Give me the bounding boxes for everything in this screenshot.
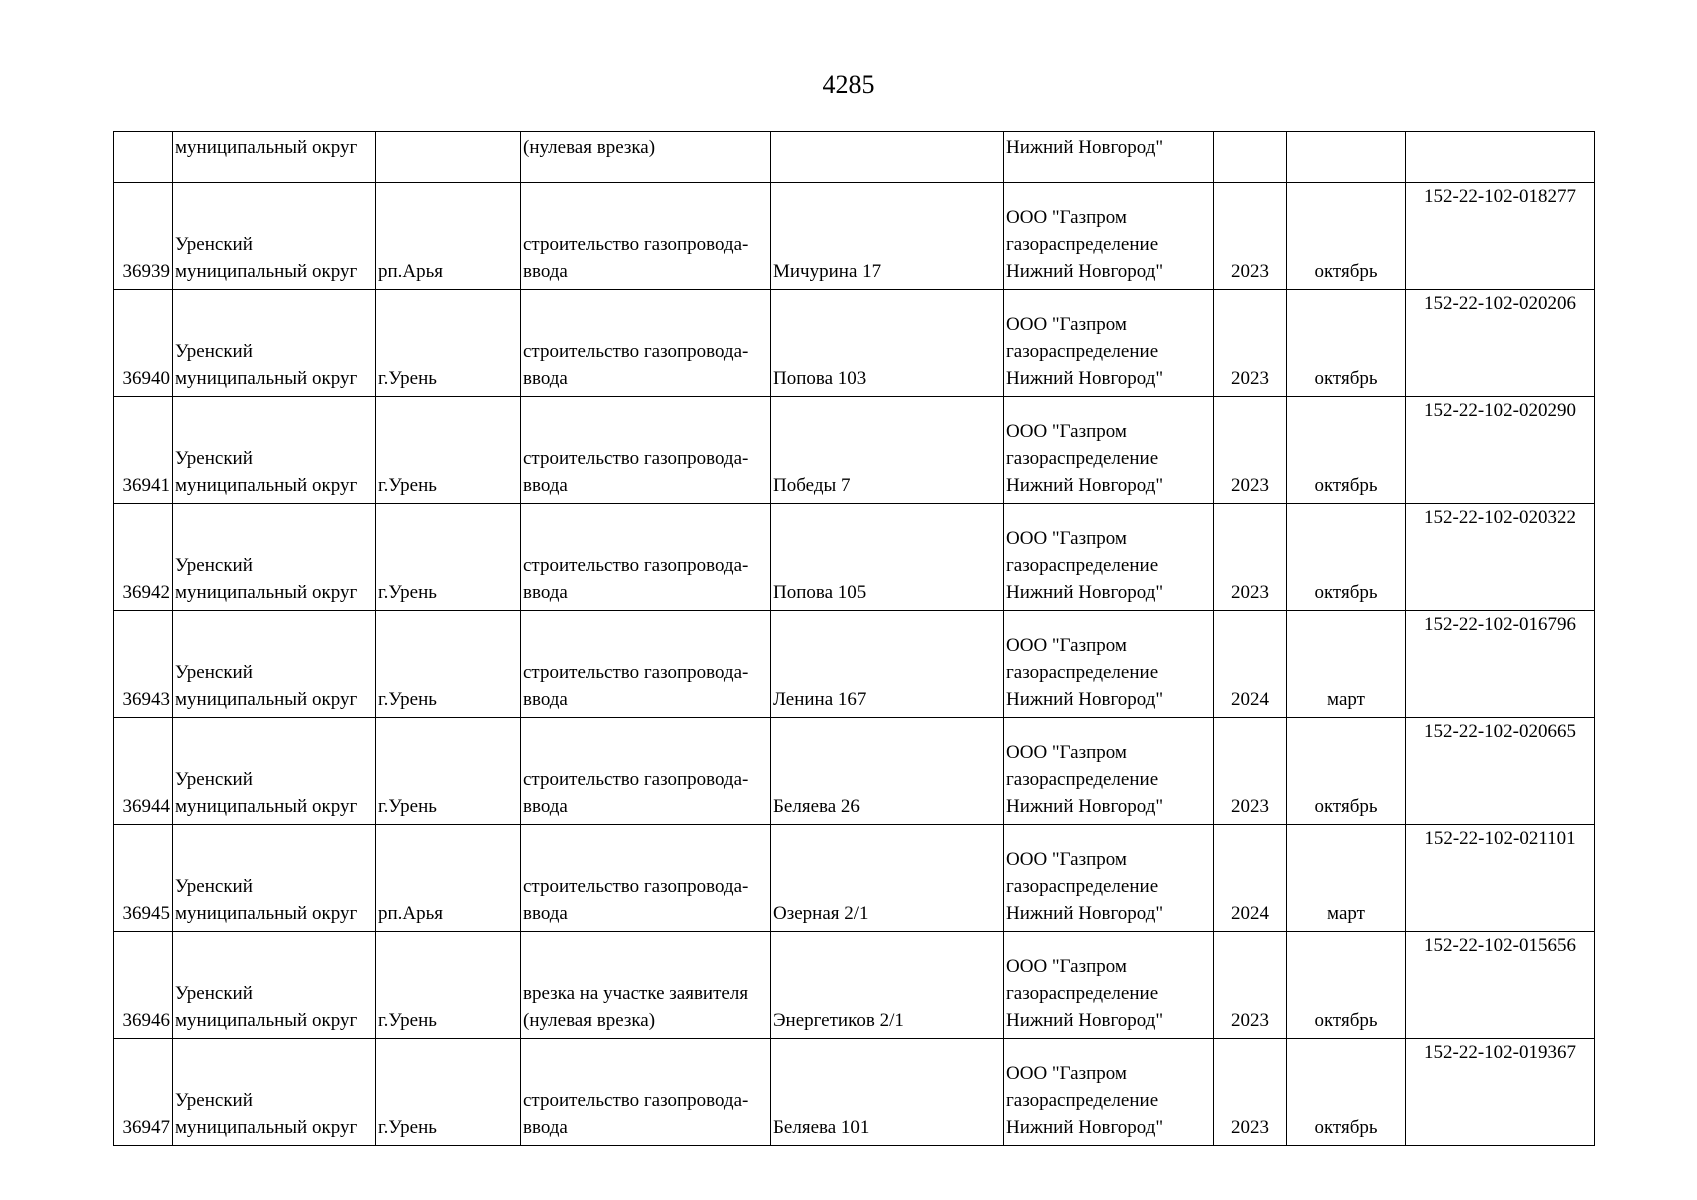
district-line: Уренский xyxy=(175,1090,253,1111)
cell-num xyxy=(114,183,173,290)
table-row xyxy=(114,290,1595,397)
organization-line: ООО "Газпром xyxy=(1006,528,1127,549)
cell-code xyxy=(1406,183,1595,290)
cell-year xyxy=(1214,290,1287,397)
cell-num xyxy=(114,1039,173,1146)
cell-organization xyxy=(1004,825,1214,932)
district-line: муниципальный округ xyxy=(175,1117,358,1138)
permit-code: 152-22-102-019367 xyxy=(1424,1042,1576,1063)
continuation-row xyxy=(114,132,1595,183)
cell-work-type xyxy=(521,718,771,825)
work-type-line: строительство газопровода- xyxy=(523,876,749,897)
year: 2023 xyxy=(1231,796,1269,817)
row-number: 36939 xyxy=(122,261,170,282)
month: октябрь xyxy=(1314,796,1378,817)
district-line: Уренский xyxy=(175,769,253,790)
organization-line: газораспределение xyxy=(1006,555,1159,576)
cell-address xyxy=(771,290,1004,397)
row-number: 36941 xyxy=(122,475,170,496)
organization-line: Нижний Новгород" xyxy=(1006,475,1164,496)
cell-work-type xyxy=(521,290,771,397)
organization-line: ООО "Газпром xyxy=(1006,314,1127,335)
organization-line: Нижний Новгород" xyxy=(1006,1117,1164,1138)
organization-line: Нижний Новгород" xyxy=(1006,796,1164,817)
cell-district xyxy=(173,290,376,397)
permit-code: 152-22-102-020290 xyxy=(1424,400,1576,421)
row-number: 36944 xyxy=(122,796,170,817)
cell-code xyxy=(1406,132,1595,183)
locality: г.Урень xyxy=(378,1117,437,1138)
cell-district xyxy=(173,718,376,825)
table-body xyxy=(114,132,1595,1146)
address: Беляева 101 xyxy=(773,1117,870,1138)
cell-month xyxy=(1287,397,1406,504)
organization-line: ООО "Газпром xyxy=(1006,421,1127,442)
cell-num xyxy=(114,397,173,504)
cell-year xyxy=(1214,504,1287,611)
organization-line: ООО "Газпром xyxy=(1006,635,1127,656)
cell-num xyxy=(114,825,173,932)
cell-locality xyxy=(376,825,521,932)
cell-year xyxy=(1214,932,1287,1039)
cell-code xyxy=(1406,504,1595,611)
cell-address xyxy=(771,932,1004,1039)
cell-num xyxy=(114,290,173,397)
cell-year xyxy=(1214,397,1287,504)
cell-year xyxy=(1214,611,1287,718)
cell-work-type xyxy=(521,825,771,932)
organization-line: Нижний Новгород" xyxy=(1006,582,1164,603)
cell-num xyxy=(114,132,173,183)
cell-year xyxy=(1214,718,1287,825)
cell-organization xyxy=(1004,611,1214,718)
year: 2023 xyxy=(1231,1117,1269,1138)
cell-district xyxy=(173,825,376,932)
cell-organization xyxy=(1004,504,1214,611)
cell-num xyxy=(114,718,173,825)
cell-locality xyxy=(376,183,521,290)
cell-locality xyxy=(376,718,521,825)
district-line: муниципальный округ xyxy=(175,689,358,710)
cell-work-type xyxy=(521,504,771,611)
cell-organization: Нижний Новгород" xyxy=(1004,132,1214,183)
cell-address xyxy=(771,132,1004,183)
organization-line: газораспределение xyxy=(1006,876,1159,897)
cell-month xyxy=(1287,932,1406,1039)
cell-locality xyxy=(376,290,521,397)
row-number: 36940 xyxy=(122,368,170,389)
cell-year xyxy=(1214,1039,1287,1146)
work-type-line: ввода xyxy=(523,1117,568,1138)
cell-locality xyxy=(376,504,521,611)
table-row xyxy=(114,397,1595,504)
permit-code: 152-22-102-020665 xyxy=(1424,721,1576,742)
work-type-line: строительство газопровода- xyxy=(523,769,749,790)
organization-line: газораспределение xyxy=(1006,234,1159,255)
row-number: 36947 xyxy=(122,1117,170,1138)
cell-organization xyxy=(1004,290,1214,397)
cell-address xyxy=(771,1039,1004,1146)
work-type-line: ввода xyxy=(523,689,568,710)
permit-code: 152-22-102-020206 xyxy=(1424,293,1576,314)
organization-line: газораспределение xyxy=(1006,448,1159,469)
work-type-line: строительство газопровода- xyxy=(523,555,749,576)
cell-address xyxy=(771,504,1004,611)
district-line: Уренский xyxy=(175,234,253,255)
permit-code: 152-22-102-018277 xyxy=(1424,186,1576,207)
cell-address xyxy=(771,825,1004,932)
year: 2024 xyxy=(1231,689,1269,710)
cell-locality xyxy=(376,611,521,718)
cell-district xyxy=(173,932,376,1039)
district-line: муниципальный округ xyxy=(175,261,358,282)
work-type-line: ввода xyxy=(523,475,568,496)
work-type-line: строительство газопровода- xyxy=(523,234,749,255)
cell-locality xyxy=(376,932,521,1039)
month: октябрь xyxy=(1314,261,1378,282)
cell-district xyxy=(173,504,376,611)
cell-address xyxy=(771,718,1004,825)
work-type-line: строительство газопровода- xyxy=(523,1090,749,1111)
work-type-line: врезка на участке заявителя xyxy=(523,983,749,1004)
cell-work-type xyxy=(521,397,771,504)
organization-line: газораспределение xyxy=(1006,983,1159,1004)
cell-month xyxy=(1287,1039,1406,1146)
work-type-line: строительство газопровода- xyxy=(523,448,749,469)
district-line: муниципальный округ xyxy=(175,903,358,924)
locality: рп.Арья xyxy=(378,261,444,282)
cell-code xyxy=(1406,397,1595,504)
locality: г.Урень xyxy=(378,368,437,389)
month: март xyxy=(1327,903,1365,924)
month: октябрь xyxy=(1314,475,1378,496)
permit-code: 152-22-102-021101 xyxy=(1424,828,1576,849)
permit-code: 152-22-102-015656 xyxy=(1424,935,1576,956)
row-number: 36946 xyxy=(122,1010,170,1031)
cell-organization xyxy=(1004,718,1214,825)
organization-line: ООО "Газпром xyxy=(1006,849,1127,870)
district-line: Уренский xyxy=(175,341,253,362)
cell-work-type: (нулевая врезка) xyxy=(521,132,771,183)
cell-district xyxy=(173,183,376,290)
cell-month xyxy=(1287,825,1406,932)
table-row xyxy=(114,1039,1595,1146)
organization-line: Нижний Новгород" xyxy=(1006,368,1164,389)
cell-address xyxy=(771,611,1004,718)
district-line: Уренский xyxy=(175,448,253,469)
table-row xyxy=(114,718,1595,825)
cell-month xyxy=(1287,718,1406,825)
permit-code: 152-22-102-016796 xyxy=(1424,614,1576,635)
locality: рп.Арья xyxy=(378,903,444,924)
page-number: 4285 xyxy=(822,70,875,99)
organization-line: Нижний Новгород" xyxy=(1006,689,1164,710)
cell-address xyxy=(771,183,1004,290)
cell-year xyxy=(1214,183,1287,290)
year: 2024 xyxy=(1231,903,1269,924)
work-type-line: строительство газопровода- xyxy=(523,341,749,362)
cell-work-type xyxy=(521,932,771,1039)
cell-district xyxy=(173,611,376,718)
table-row xyxy=(114,611,1595,718)
cell-month xyxy=(1287,183,1406,290)
organization-line: Нижний Новгород" xyxy=(1006,1010,1164,1031)
cell-locality xyxy=(376,132,521,183)
month: март xyxy=(1327,689,1365,710)
permit-code: 152-22-102-020322 xyxy=(1424,507,1576,528)
district-line: Уренский xyxy=(175,555,253,576)
cell-district xyxy=(173,1039,376,1146)
cell-organization xyxy=(1004,1039,1214,1146)
address: Озерная 2/1 xyxy=(773,903,869,924)
month: октябрь xyxy=(1314,1010,1378,1031)
cell-organization xyxy=(1004,932,1214,1039)
cell-code xyxy=(1406,611,1595,718)
register-table xyxy=(113,131,1595,1146)
work-type-line: строительство газопровода- xyxy=(523,662,749,683)
cell-work-type xyxy=(521,1039,771,1146)
cell-work-type xyxy=(521,183,771,290)
organization-line: газораспределение xyxy=(1006,662,1159,683)
cell-num xyxy=(114,611,173,718)
table-row xyxy=(114,183,1595,290)
cell-month xyxy=(1287,611,1406,718)
year: 2023 xyxy=(1231,582,1269,603)
address: Ленина 167 xyxy=(773,689,867,710)
month: октябрь xyxy=(1314,368,1378,389)
cell-year xyxy=(1214,132,1287,183)
year: 2023 xyxy=(1231,261,1269,282)
address: Попова 105 xyxy=(773,582,867,603)
address: Победы 7 xyxy=(773,475,851,496)
organization-line: газораспределение xyxy=(1006,1090,1159,1111)
cell-year xyxy=(1214,825,1287,932)
work-type-line: ввода xyxy=(523,796,568,817)
locality: г.Урень xyxy=(378,796,437,817)
district-line: Уренский xyxy=(175,876,253,897)
district-line: муниципальный округ xyxy=(175,582,358,603)
month: октябрь xyxy=(1314,1117,1378,1138)
address: Беляева 26 xyxy=(773,796,860,817)
organization-line: газораспределение xyxy=(1006,769,1159,790)
district-line: муниципальный округ xyxy=(175,1010,358,1031)
row-number: 36942 xyxy=(122,582,170,603)
cell-code xyxy=(1406,825,1595,932)
cell-work-type xyxy=(521,611,771,718)
year: 2023 xyxy=(1231,475,1269,496)
cell-code xyxy=(1406,1039,1595,1146)
cell-code xyxy=(1406,718,1595,825)
organization-line: ООО "Газпром xyxy=(1006,742,1127,763)
cell-district: муниципальный округ xyxy=(173,132,376,183)
row-number: 36945 xyxy=(122,903,170,924)
organization-line: Нижний Новгород" xyxy=(1006,261,1164,282)
cell-num xyxy=(114,504,173,611)
locality: г.Урень xyxy=(378,582,437,603)
organization-line: ООО "Газпром xyxy=(1006,956,1127,977)
cell-locality xyxy=(376,397,521,504)
organization-line: Нижний Новгород" xyxy=(1006,903,1164,924)
table-row xyxy=(114,932,1595,1039)
work-type-line: ввода xyxy=(523,582,568,603)
cell-month xyxy=(1287,290,1406,397)
year: 2023 xyxy=(1231,368,1269,389)
organization-line: ООО "Газпром xyxy=(1006,1063,1127,1084)
work-type-line: ввода xyxy=(523,261,568,282)
cell-district xyxy=(173,397,376,504)
address: Энергетиков 2/1 xyxy=(773,1010,904,1031)
district-line: Уренский xyxy=(175,983,253,1004)
cell-locality xyxy=(376,1039,521,1146)
cell-num xyxy=(114,932,173,1039)
district-line: муниципальный округ xyxy=(175,475,358,496)
locality: г.Урень xyxy=(378,1010,437,1031)
work-type-line: ввода xyxy=(523,368,568,389)
locality: г.Урень xyxy=(378,475,437,496)
district-line: Уренский xyxy=(175,662,253,683)
cell-code xyxy=(1406,932,1595,1039)
cell-month xyxy=(1287,504,1406,611)
organization-line: ООО "Газпром xyxy=(1006,207,1127,228)
address: Попова 103 xyxy=(773,368,867,389)
row-number: 36943 xyxy=(122,689,170,710)
table-row xyxy=(114,504,1595,611)
locality: г.Урень xyxy=(378,689,437,710)
month: октябрь xyxy=(1314,582,1378,603)
work-type-line: (нулевая врезка) xyxy=(523,1010,656,1031)
organization-line: газораспределение xyxy=(1006,341,1159,362)
cell-organization xyxy=(1004,397,1214,504)
year: 2023 xyxy=(1231,1010,1269,1031)
cell-organization xyxy=(1004,183,1214,290)
cell-month xyxy=(1287,132,1406,183)
district-line: муниципальный округ xyxy=(175,368,358,389)
table-row xyxy=(114,825,1595,932)
district-line: муниципальный округ xyxy=(175,796,358,817)
cell-address xyxy=(771,397,1004,504)
work-type-line: ввода xyxy=(523,903,568,924)
address: Мичурина 17 xyxy=(773,261,882,282)
cell-code xyxy=(1406,290,1595,397)
